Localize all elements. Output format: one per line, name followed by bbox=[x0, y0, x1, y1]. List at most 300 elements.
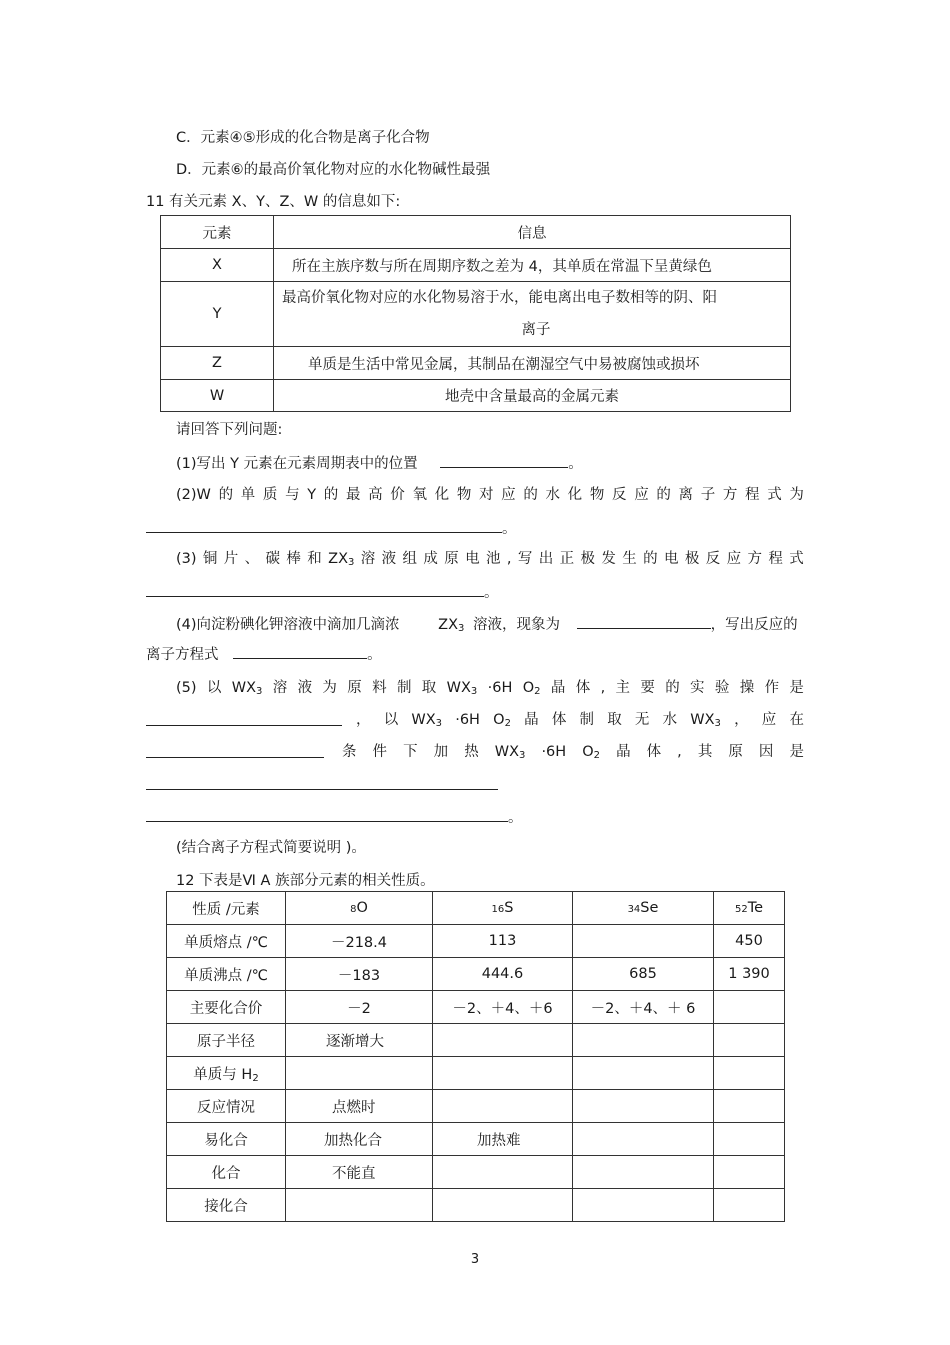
word-text: 操 bbox=[739, 680, 755, 696]
subscript: 2 bbox=[534, 686, 541, 697]
word bbox=[789, 710, 804, 734]
q11-part5-line1 bbox=[176, 678, 804, 702]
q11-part1 bbox=[176, 452, 583, 474]
cell-element: W bbox=[161, 380, 274, 412]
subscript: 2 bbox=[593, 750, 601, 761]
table-cell bbox=[714, 1189, 785, 1222]
table-cell bbox=[286, 1156, 433, 1189]
element-symbol: Se bbox=[640, 900, 659, 916]
word-text: 价 bbox=[390, 487, 405, 503]
table-cell bbox=[433, 958, 573, 991]
table-cell bbox=[573, 1123, 714, 1156]
period: 。 bbox=[568, 456, 583, 472]
word-text: 作 bbox=[764, 680, 780, 696]
word-text: (3) bbox=[176, 551, 197, 567]
word bbox=[727, 549, 742, 573]
word-text: 应 bbox=[501, 487, 516, 503]
row-label bbox=[167, 958, 286, 991]
word bbox=[656, 485, 671, 505]
word-text: 池 bbox=[486, 551, 501, 567]
cell-text: 原子半径 bbox=[197, 1033, 255, 1050]
word bbox=[690, 710, 721, 734]
q11-part4-text-a: (4)向淀粉碘化钾溶液中滴加几滴浓 bbox=[176, 617, 400, 633]
cell-info: 单质是生活中常见金属，其制品在潮湿空气中易被腐蚀或损坏 bbox=[274, 347, 791, 380]
q11-part5-line2 bbox=[356, 710, 804, 734]
word-text: 条 bbox=[342, 744, 357, 760]
word bbox=[501, 485, 516, 505]
word bbox=[762, 710, 777, 734]
subscript: 2 bbox=[252, 1072, 259, 1084]
element-symbol: Te bbox=[747, 900, 764, 916]
word bbox=[488, 678, 513, 702]
word-text: 取 bbox=[607, 712, 622, 728]
word-text: 晶 bbox=[524, 712, 539, 728]
word-text: ·6H bbox=[455, 712, 480, 728]
cell-text: －2、＋4、＋ 6 bbox=[590, 1000, 696, 1017]
subscript: 3 bbox=[435, 718, 443, 729]
word-text: ZX bbox=[328, 551, 349, 567]
answer-blank[interactable] bbox=[146, 710, 342, 726]
word bbox=[539, 549, 554, 573]
word bbox=[390, 485, 405, 505]
element-symbol: S bbox=[504, 900, 514, 916]
table-row bbox=[167, 1057, 785, 1090]
table-row bbox=[161, 347, 791, 380]
word-text: 应 bbox=[634, 487, 649, 503]
row-label bbox=[167, 1123, 286, 1156]
cell-text: －2、＋4、＋6 bbox=[452, 1000, 553, 1017]
word bbox=[616, 742, 631, 766]
cell-text: 化合 bbox=[211, 1165, 241, 1182]
word bbox=[524, 710, 539, 734]
element-symbol: O bbox=[356, 900, 368, 916]
word-text: 、 bbox=[244, 551, 260, 567]
table-cell bbox=[286, 1123, 433, 1156]
word-text: 制 bbox=[396, 680, 412, 696]
word-text: 写 bbox=[517, 551, 533, 567]
word bbox=[518, 549, 533, 573]
word-text: 验 bbox=[714, 680, 730, 696]
answer-blank[interactable] bbox=[146, 581, 484, 597]
word bbox=[298, 678, 313, 702]
word bbox=[457, 485, 472, 505]
table-cell bbox=[286, 958, 433, 991]
q12-title: 12 下表是Ⅵ A 族部分元素的相关性质。 bbox=[176, 873, 435, 889]
table-row bbox=[167, 1024, 785, 1057]
word bbox=[748, 549, 763, 573]
word bbox=[690, 678, 705, 702]
table-row bbox=[167, 1123, 785, 1156]
cell-text: 不能直 bbox=[332, 1165, 376, 1182]
word bbox=[715, 678, 730, 702]
word-text: 实 bbox=[690, 680, 705, 696]
word bbox=[551, 678, 566, 702]
answer-blank[interactable] bbox=[146, 774, 498, 790]
word bbox=[580, 710, 595, 734]
word bbox=[759, 742, 774, 766]
word bbox=[486, 549, 501, 573]
row-label bbox=[167, 1024, 286, 1057]
word bbox=[435, 485, 450, 505]
word bbox=[207, 678, 222, 702]
atomic-number: 52 bbox=[734, 904, 748, 915]
word-text: 是 bbox=[789, 680, 804, 696]
word bbox=[541, 742, 566, 766]
answer-blank[interactable] bbox=[146, 806, 508, 822]
word bbox=[546, 485, 561, 505]
table-row bbox=[167, 991, 785, 1024]
word bbox=[601, 678, 606, 702]
word bbox=[601, 549, 616, 573]
word bbox=[622, 549, 637, 573]
table-cell bbox=[433, 1090, 573, 1123]
table-cell bbox=[286, 1057, 433, 1090]
subscript: 3 bbox=[714, 718, 721, 729]
word-text: ， bbox=[734, 712, 749, 728]
word-text: 电 bbox=[465, 551, 480, 567]
word-text: O bbox=[582, 744, 594, 760]
word-text: 电 bbox=[664, 551, 679, 567]
word-text: 无 bbox=[634, 712, 650, 728]
word bbox=[324, 485, 339, 505]
word bbox=[447, 678, 478, 702]
word-text: , bbox=[600, 680, 606, 696]
word-text: 因 bbox=[758, 744, 774, 760]
th-sulfur bbox=[433, 892, 573, 925]
q11-part4-line2 bbox=[146, 643, 382, 665]
word-text: 为 bbox=[789, 487, 804, 503]
cell-element: Y bbox=[161, 282, 274, 347]
word-text: Y bbox=[307, 487, 317, 503]
word-text: 极 bbox=[580, 551, 596, 567]
row-label bbox=[167, 1156, 286, 1189]
atomic-number: 8 bbox=[350, 904, 357, 915]
word bbox=[789, 678, 804, 702]
table-cell bbox=[714, 991, 785, 1024]
element-info-table bbox=[160, 215, 791, 412]
word bbox=[372, 678, 387, 702]
cell-text: 444.6 bbox=[481, 966, 524, 982]
word bbox=[411, 710, 442, 734]
th-element: 元素 bbox=[161, 216, 274, 249]
word bbox=[607, 710, 622, 734]
word-text: O bbox=[493, 712, 505, 728]
word-text: 的 bbox=[665, 680, 680, 696]
word bbox=[635, 710, 650, 734]
word bbox=[677, 742, 682, 766]
answer-blank[interactable] bbox=[146, 742, 324, 758]
cell-text: 单质沸点 /℃ bbox=[184, 967, 268, 984]
answer-blank[interactable] bbox=[577, 613, 711, 629]
word-text: 氧 bbox=[412, 487, 427, 503]
word-text: 应 bbox=[761, 712, 777, 728]
th-selenium bbox=[573, 892, 714, 925]
word-text: 式 bbox=[789, 551, 804, 567]
cell-text: －2 bbox=[347, 1000, 371, 1017]
cell-text: －183 bbox=[337, 967, 381, 984]
cell-info: 所在主族序数与所在周期序数之差为 4，其单质在常温下呈黄绿色 bbox=[274, 249, 791, 282]
word-text: 方 bbox=[747, 551, 763, 567]
word bbox=[444, 549, 459, 573]
q11-part5-note: (结合离子方程式简要说明 )。 bbox=[176, 840, 366, 856]
word bbox=[382, 549, 397, 573]
word-text: 件 bbox=[372, 744, 388, 760]
table-row bbox=[167, 1156, 785, 1189]
word-text: 高 bbox=[368, 487, 383, 503]
option-d: D．元素⑥的最高价氧化物对应的水化物碱性最强 bbox=[176, 162, 491, 178]
word-text: 原 bbox=[444, 551, 459, 567]
word bbox=[479, 485, 494, 505]
word bbox=[679, 485, 694, 505]
word-text: 化 bbox=[567, 487, 583, 503]
word bbox=[523, 678, 541, 702]
answer-blank[interactable] bbox=[146, 517, 502, 533]
word bbox=[356, 710, 371, 734]
period: 。 bbox=[502, 521, 517, 537]
word-text: 液 bbox=[381, 551, 397, 567]
word-text: 与 bbox=[285, 487, 300, 503]
word-text: 在 bbox=[789, 712, 804, 728]
word bbox=[232, 678, 263, 702]
word-text: 出 bbox=[538, 551, 554, 567]
word bbox=[397, 678, 412, 702]
word bbox=[765, 678, 780, 702]
word-text: 料 bbox=[372, 680, 387, 696]
row-label bbox=[167, 1090, 286, 1123]
q11-part5-blank-b bbox=[146, 742, 324, 764]
word-text: WX bbox=[411, 712, 436, 728]
q11-part5-line3 bbox=[342, 742, 804, 766]
cell-text: 685 bbox=[629, 966, 657, 982]
word bbox=[493, 710, 511, 734]
word bbox=[560, 549, 575, 573]
cell-text: －218.4 bbox=[330, 934, 387, 951]
word-text: 水 bbox=[545, 487, 560, 503]
word-text: 方 bbox=[722, 487, 738, 503]
period: 。 bbox=[367, 647, 382, 663]
word-text: O bbox=[522, 680, 535, 696]
table-cell bbox=[433, 991, 573, 1024]
table-cell bbox=[433, 925, 573, 958]
q11-part4 bbox=[176, 613, 798, 639]
word-text: 原 bbox=[347, 680, 362, 696]
word bbox=[322, 678, 337, 702]
word bbox=[701, 485, 716, 505]
cell-text: 加热化合 bbox=[324, 1132, 382, 1149]
word-text: 为 bbox=[322, 680, 337, 696]
word bbox=[740, 678, 755, 702]
table-row bbox=[167, 1090, 785, 1123]
word bbox=[582, 742, 600, 766]
word-text: 热 bbox=[464, 744, 479, 760]
table-cell bbox=[433, 1024, 573, 1057]
word-text: 原 bbox=[728, 744, 743, 760]
word bbox=[224, 549, 239, 573]
word-text: 反 bbox=[705, 551, 721, 567]
table-cell bbox=[714, 1057, 785, 1090]
word bbox=[664, 549, 679, 573]
word-text: 反 bbox=[612, 487, 627, 503]
word bbox=[523, 485, 538, 505]
word-text: 发 bbox=[601, 551, 616, 567]
word-text: 晶 bbox=[616, 744, 631, 760]
subscript: 3 bbox=[519, 750, 526, 761]
table-cell bbox=[714, 958, 785, 991]
word-text: , bbox=[506, 551, 512, 567]
table-cell bbox=[573, 1189, 714, 1222]
q11-part3 bbox=[176, 549, 804, 573]
subscript: 3 bbox=[348, 557, 355, 568]
word-text: 化 bbox=[434, 487, 450, 503]
table-row bbox=[167, 925, 785, 958]
row-label bbox=[167, 1189, 286, 1222]
word bbox=[640, 678, 655, 702]
word-text: 物 bbox=[456, 487, 472, 503]
word-text: 物 bbox=[589, 487, 605, 503]
word-text: 下 bbox=[403, 744, 418, 760]
word-text: 组 bbox=[402, 551, 418, 567]
q11-part5-blank-a bbox=[146, 710, 342, 732]
word bbox=[423, 549, 438, 573]
word bbox=[176, 678, 197, 702]
th-property: 性质 /元素 bbox=[167, 892, 286, 925]
q11-part4-text-b: 溶液，现象为 bbox=[473, 617, 561, 633]
word-text: 取 bbox=[421, 680, 437, 696]
word-text: ， bbox=[356, 712, 371, 728]
word-text: 的 bbox=[643, 551, 658, 567]
answer-blank[interactable] bbox=[440, 452, 568, 468]
word-text: 晶 bbox=[550, 680, 566, 696]
q11-part4-text-c: ，写出反应的 bbox=[710, 617, 798, 633]
table-cell bbox=[573, 925, 714, 958]
answer-blank[interactable] bbox=[233, 643, 367, 659]
row-label bbox=[167, 1057, 286, 1090]
word bbox=[285, 485, 300, 505]
word bbox=[464, 742, 479, 766]
word-text: 以 bbox=[206, 680, 222, 696]
word-text: 体 bbox=[551, 712, 567, 728]
q11-part3-answer bbox=[146, 581, 499, 603]
word bbox=[634, 485, 649, 505]
table-cell bbox=[573, 1024, 714, 1057]
subscript: 3 bbox=[470, 686, 478, 697]
word-text: 成 bbox=[423, 551, 438, 567]
table-cell bbox=[286, 991, 433, 1024]
word bbox=[495, 742, 526, 766]
table-header-row bbox=[167, 892, 785, 925]
table-row bbox=[167, 1189, 785, 1222]
table-cell bbox=[714, 1156, 785, 1189]
word bbox=[347, 678, 362, 702]
cell-text: 逐渐增大 bbox=[326, 1033, 384, 1050]
word-text: 是 bbox=[789, 744, 804, 760]
word bbox=[346, 485, 361, 505]
word bbox=[412, 485, 427, 505]
word bbox=[203, 549, 218, 573]
word-text: ·6H bbox=[541, 744, 567, 760]
subscript: 3 bbox=[458, 623, 465, 634]
cell-element: X bbox=[161, 249, 274, 282]
word bbox=[422, 678, 437, 702]
word bbox=[581, 549, 596, 573]
word-text: 的 bbox=[523, 487, 538, 503]
word bbox=[455, 710, 480, 734]
word bbox=[767, 485, 782, 505]
word bbox=[307, 549, 322, 573]
word bbox=[241, 485, 256, 505]
q11-part5-blank-c bbox=[146, 774, 498, 796]
table-cell bbox=[433, 1057, 573, 1090]
word bbox=[368, 485, 383, 505]
word-text: 加 bbox=[433, 744, 449, 760]
word bbox=[273, 678, 288, 702]
th-oxygen bbox=[286, 892, 433, 925]
th-info: 信息 bbox=[274, 216, 791, 249]
word-text: 单 bbox=[240, 487, 256, 503]
formula-text: ZX bbox=[438, 617, 459, 633]
table-cell bbox=[573, 958, 714, 991]
cell-info bbox=[274, 282, 791, 347]
word-text: 和 bbox=[307, 551, 322, 567]
table-cell bbox=[714, 1024, 785, 1057]
word bbox=[612, 485, 627, 505]
cell-text: 单质与 H bbox=[193, 1066, 253, 1083]
cell-text: 主要化合价 bbox=[189, 1000, 263, 1017]
table-cell bbox=[286, 1189, 433, 1222]
table-row bbox=[161, 282, 791, 347]
word bbox=[643, 549, 658, 573]
word-text: 碳 bbox=[265, 551, 281, 567]
table-cell bbox=[573, 1156, 714, 1189]
word-text: WX bbox=[231, 680, 257, 696]
word-text: 体 bbox=[646, 744, 662, 760]
word bbox=[328, 549, 354, 573]
atomic-number: 34 bbox=[627, 904, 641, 915]
table-cell bbox=[286, 925, 433, 958]
word bbox=[789, 742, 804, 766]
table-cell bbox=[714, 925, 785, 958]
table-cell bbox=[573, 991, 714, 1024]
q11-title: 11 有关元素 X、Y、Z、W 的信息如下: bbox=[146, 194, 401, 210]
word-text: 以 bbox=[383, 712, 399, 728]
q11-part2-answer bbox=[146, 517, 517, 539]
word-text: (5) bbox=[176, 680, 197, 696]
word bbox=[384, 710, 399, 734]
page-number: 3 bbox=[470, 1252, 480, 1267]
word bbox=[176, 549, 197, 573]
word-text: 的 bbox=[323, 487, 339, 503]
cell-info-line2: 离子 bbox=[521, 322, 551, 338]
word bbox=[403, 549, 418, 573]
table-row bbox=[167, 958, 785, 991]
cell-text: 113 bbox=[488, 933, 517, 949]
cell-text: 点燃时 bbox=[332, 1099, 376, 1116]
cell-text: 1 390 bbox=[728, 966, 770, 982]
word bbox=[263, 485, 278, 505]
word-text: 式 bbox=[767, 487, 782, 503]
word bbox=[590, 485, 605, 505]
table-row bbox=[161, 380, 791, 412]
q11-part2 bbox=[176, 485, 804, 505]
word bbox=[568, 485, 583, 505]
word-text: 程 bbox=[768, 551, 783, 567]
cell-info-line1: 最高价氧化物对应的水化物易溶于水，能电离出电子数相等的阴、阳 bbox=[282, 290, 717, 306]
word-text: 质 bbox=[262, 487, 278, 503]
word bbox=[723, 485, 738, 505]
word-text: 程 bbox=[745, 487, 760, 503]
subscript: 2 bbox=[504, 718, 511, 729]
word bbox=[245, 549, 260, 573]
